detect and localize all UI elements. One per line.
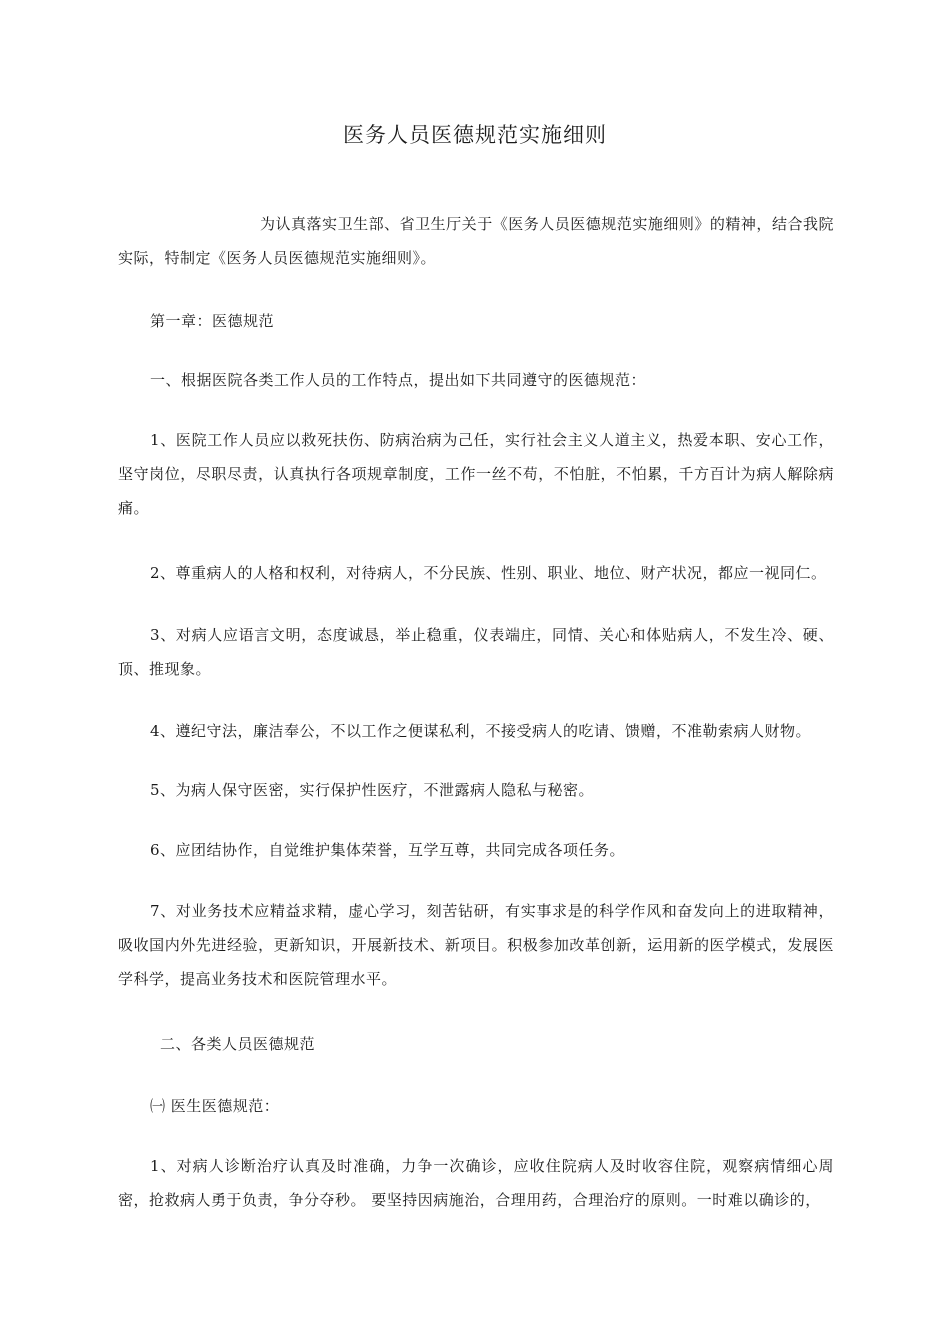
norm-item-1: 1、医院工作人员应以救死扶伤、防病治病为己任，实行社会主义人道主义，热爱本职、安心工作，坚守岗位，尽职尽责，认真执行各项规章制度，工作一丝不苟，不怕脏，不怕累，千方百计为病人解除病痛。 (118, 431, 834, 517)
chapter-heading: 第一章：医德规范 (150, 312, 275, 330)
section-heading-1: 一、根据医院各类工作人员的工作特点，提出如下共同遵守的医德规范： (150, 371, 647, 389)
norm-item-3: 3、对病人应语言文明，态度诚恳，举止稳重，仪表端庄，同情、关心和体贴病人，不发生冷、硬、顶、推现象。 (118, 626, 834, 678)
doctor-norm-item-1: 1、对病人诊断治疗认真及时准确，力争一次确诊，应收住院病人及时收容住院，观察病情细心周密，抢救病人勇于负责，争分夺秒。 要坚持因病施治，合理用药，合理治疗的原则。一时难以确诊的， (118, 1157, 834, 1209)
norm-item-4: 4、遵纪守法，廉洁奉公，不以工作之便谋私利，不接受病人的吃请、馈赠，不准勒索病人财物。 (150, 722, 812, 740)
intro-paragraph: 为认真落实卫生部、省卫生厅关于《医务人员医德规范实施细则》的精神，结合我院实际，特制定《医务人员医德规范实施细则》。 (118, 215, 834, 267)
norm-item-2: 2、尊重病人的人格和权利，对待病人，不分民族、性别、职业、地位、财产状况，都应一视同仁。 (150, 564, 827, 582)
norm-item-6: 6、应团结协作，自觉维护集体荣誉，互学互尊，共同完成各项任务。 (150, 841, 626, 859)
section-heading-2: 二、各类人员医德规范 (160, 1035, 316, 1053)
document-title: 医务人员医德规范实施细则 (343, 123, 607, 147)
norm-item-5: 5、为病人保守医密，实行保护性医疗，不泄露病人隐私与秘密。 (150, 781, 595, 799)
norm-item-7: 7、对业务技术应精益求精，虚心学习，刻苦钻研，有实事求是的科学作风和奋发向上的进取精神，吸收国内外先进经验，更新知识，开展新技术、新项目。积极参加改革创新，运用新的医学模式，发展医学科学，提高业务技术和医院管理水平。 (118, 902, 834, 988)
subsection-heading: ㈠ 医生医德规范： (150, 1097, 280, 1115)
